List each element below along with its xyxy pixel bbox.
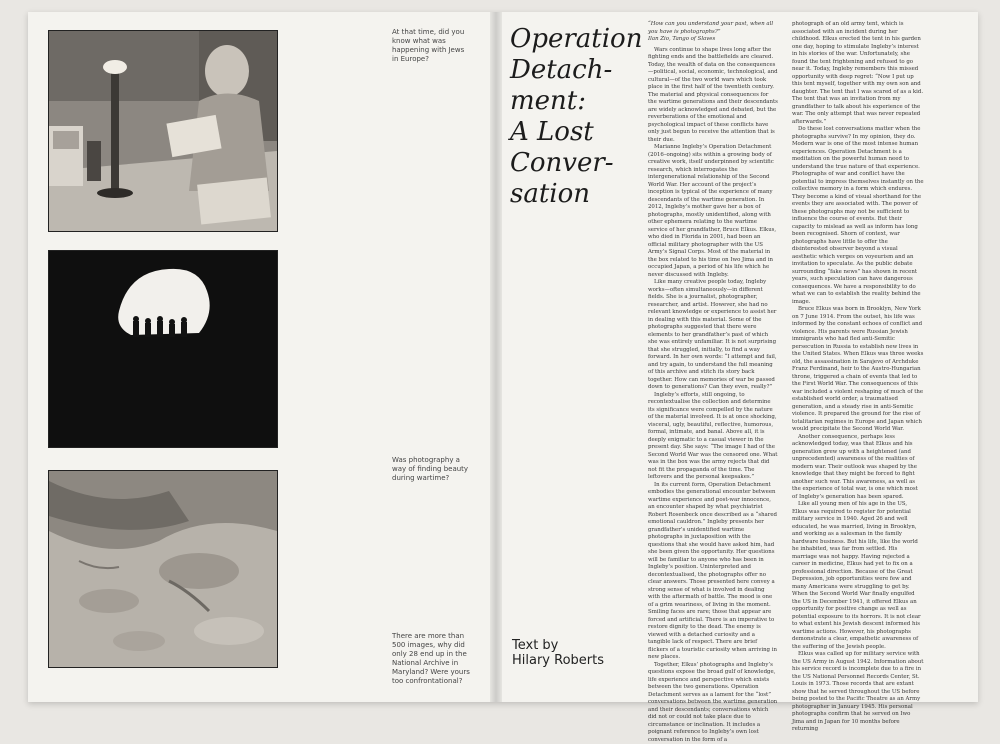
photo-rocky-ground (48, 470, 278, 668)
photo-cave-silhouettes (48, 250, 278, 448)
page-gutter (490, 12, 502, 702)
caption-middle: Was photography a way of finding beauty during wartime? (392, 456, 472, 483)
author-name: Hilary Roberts (512, 653, 662, 668)
text-column-2 (792, 21, 924, 681)
text-column-1 (648, 21, 778, 681)
title-line: ment: (510, 86, 586, 116)
epigraph-quote: “How can you understand your past, when all you have is photographs?” (648, 21, 773, 35)
paragraph: Like many creative people today, Ingleby works—often simultaneously—in different fields. She is a journalist, photographer, researcher, and artist. However, she had no relevant knowledge or experience to assist her in dealing with this material. Some of the photographs suggested that there were elements to her grandfather’s past of which she was entirely unfamiliar. It is not surprising that she struggled, initially, to find a way forward. In her own words: “I attempt and fail, and try again, to understand the full meaning of this archive and stitch its story back together. How can memories of war be passed down to generations? Can they even, really?” (648, 279, 778, 392)
title-line: sation (510, 179, 590, 209)
paragraph: photograph of an old army tent, which is associated with an incident during her childhood. Elkus erected the tent in his garden one day, hoping to stimulate Ingleby’s interest in his stories of the war. Unfortunately, she found the tent frightening and refused to go near it. Today, Ingleby remembers this missed opportunity with deep regret: “Now I put up this tent myself, together with my own son and daughter. The tent that I was scared of as a kid. The tent that was an invitation from my grandfather to talk about his experience of the war. The only attempt that was never repeated afterwards.” (792, 21, 924, 126)
epigraph-source: Ilan Zio, Tango of Slaves (648, 36, 715, 42)
photo-rocky-ground-image (49, 471, 277, 667)
caption-bottom: There are more than 500 images, why did only 28 end up in the National Archive in Maryland? Were yours too confrontational? (392, 632, 478, 686)
title-line: Detach- (510, 55, 612, 85)
photo-soldier-reading-image (49, 31, 277, 231)
title-line: Operation (510, 24, 642, 54)
photo-soldier-reading (48, 30, 278, 232)
caption-top: At that time, did you know what was happening with Jews in Europe? (392, 28, 472, 64)
paragraph: Marianne Ingleby’s Operation Detachment (2016–ongoing) sits within a growing body of creative work, itself underpinned by scientific research, which interrogates the intergenerational relationship of the Second World War. Her account of the project’s inception is typical of the experience of many descendants of the wartime generation. In 2012, Ingleby’s mother gave her a box of photographs, mostly unidentified, along with other ephemera relating to the wartime service of her grandfather, Bruce Elkus. Elkus, who died in Florida in 2001, had been an official military photographer with the US Army’s Signal Corps. Most of the material in the box related to his time on Iwo Jima and in occupied Japan, a period of his life which he never discussed with Ingleby. (648, 144, 778, 279)
epigraph (648, 21, 778, 44)
title-line: Conver- (510, 148, 614, 178)
paragraph: Ingleby’s efforts, still ongoing, to recontextualise the collection and determine its significance were compelled by the nature of the material involved. It is at once shocking, visceral, ugly, beautiful, reflective, humorous, formal, intimate, and banal. Above all, it is deeply enigmatic to a casual viewer in the present day. She says: “The image I had of the Second World War was the censored one. What was in the box was the army rejects that did not fit the propaganda of the time. The leftovers and the personal keepsakes.” (648, 392, 778, 482)
title-line: A Lost (510, 117, 594, 147)
paragraph: Wars continue to shape lives long after the fighting ends and the battlefields are cleared. Today, the wealth of data on the consequences—political, social, economic, technological, and cultural—of the two world wars which took place in the first half of the twentieth century. The material and physical consequences for the wartime generations and their descendants are widely acknowledged and debated, but the reverberations of the emotional and psychological impact of these conflicts have only just begun to receive the attention that is their due. (648, 47, 778, 145)
author-credit (512, 638, 662, 668)
paragraph: Do these lost conversations matter when the photographs survive? In my opinion, they do. Modern war is one of the most intense human experiences. Operation Detachment is a meditation on the powerful human need to understand the true nature of that experience. Photographs of war and conflict have the potential to impress themselves instantly on the collective memory in a form which endures. They become a kind of visual shorthand for the events they are associated with. The power of these photographs may not be sufficient to influence the course of events. But their capacity to mislead as well as inform has long been recognised. Shorn of context, war photographs have little to offer the disinterested observer beyond a visual aesthetic which verges on voyeurism and an invitation to speculate. As the public debate surrounding “fake news” has shown in recent years, such speculation can have dangerous consequences. We have a responsibility to do what we can to establish the reality behind the image. (792, 126, 924, 306)
paragraph: Another consequence, perhaps less acknowledged today, was that Elkus and his generation grew up with a heightened (and unprecedented) awareness of the realities of modern war. Their outlook was shaped by the knowledge that they might be forced to fight another such war. This awareness, as well as the experience of total war, is one which most of Ingleby’s generation has been spared. (792, 434, 924, 502)
photo-cave-silhouettes-image (49, 251, 277, 447)
paragraph: Elkus was called up for military service with the US Army in August 1942. Information about his service record is incomplete due to a fire in the US National Personnel Records Center, St. Louis in 1973. Those records that are extant show that he served throughout the US before being posted to the Pacific Theatre as an Army photographer in January 1945. His personal photographs confirm that he served on Iwo Jima and in Japan for 10 months before returning (792, 651, 924, 734)
paragraph: In its current form, Operation Detachment embodies the generational encounter between wartime experience and post-war innocence, an encounter shaped by what psychiatrist Robert Rosenbeck once described as a “shared emotional cauldron.” Ingleby presents her grandfather’s unidentified wartime photographs in juxtaposition with the questions that she would have asked him, had she been given the opportunity. Her questions will be familiar to anyone who has been in Ingleby’s position. Uninterpreted and decontextualised, the photographs offer no clear answers. Those presented here convey a strong sense of what is involved in dealing with the aftermath of battle. The mood is one of a grim weariness, of living in the moment. Smiling faces are rare; those that appear are forced and artificial. There is an imperative to restore dignity to the dead. The enemy is viewed with a detached curiosity and a tangible lack of respect. There are brief flickers of a touristic curiosity when arriving in new places. (648, 482, 778, 662)
paragraph: Together, Elkus’ photographs and Ingleby’s questions expose the broad gulf of knowledge, life experience and perspective which exists between the two generations. Operation Detachment serves as a lament for the “lost” conversations between the wartime generation and their descendants; conversations which did not or could not take place due to circumstance or inclination. It includes a poignant reference to Ingleby’s own lost conversation in the form of a (648, 662, 778, 744)
article-title (510, 24, 660, 210)
paragraph: Like all young men of his age in the US, Elkus was required to register for potential military service in 1940. Aged 26 and well educated, he was married, living in Brooklyn, and working as a salesman in the family hardware business. But his life, like the world he inhabited, was far from settled. His marriage was not happy. Having rejected a career in medicine, Elkus had yet to fix on a professional direction. Because of the Great Depression, job opportunities were few and many Americans were struggling to get by. When the Second World War finally engulfed the US in December 1941, it offered Elkus an opportunity for positive change as well as potential exposure to its horrors. It is not clear to what extent his Jewish descent informed his wartime actions. However, his photographs demonstrate a clear, empathetic awareness of the suffering of the Jewish people. (792, 501, 924, 651)
paragraph: Bruce Elkus was born in Brooklyn, New York on 7 June 1914. From the outset, his life was informed by the constant echoes of conflict and violence. His parents were Russian Jewish immigrants who had fled anti-Semitic persecution in Russia to establish new lives in the United States. When Elkus was three weeks old, the assassination in Sarajevo of Archduke Franz Ferdinand, heir to the Austro-Hungarian throne, triggered a chain of events that led to the First World War. The consequences of this war included a violent reshaping of much of the established world order, a traumatised generation, and a steady rise in anti-Semitic violence. It prepared the ground for the rise of totalitarian regimes in Europe and Japan which would precipitate the Second World War. (792, 306, 924, 434)
credit-label: Text by (512, 638, 662, 653)
